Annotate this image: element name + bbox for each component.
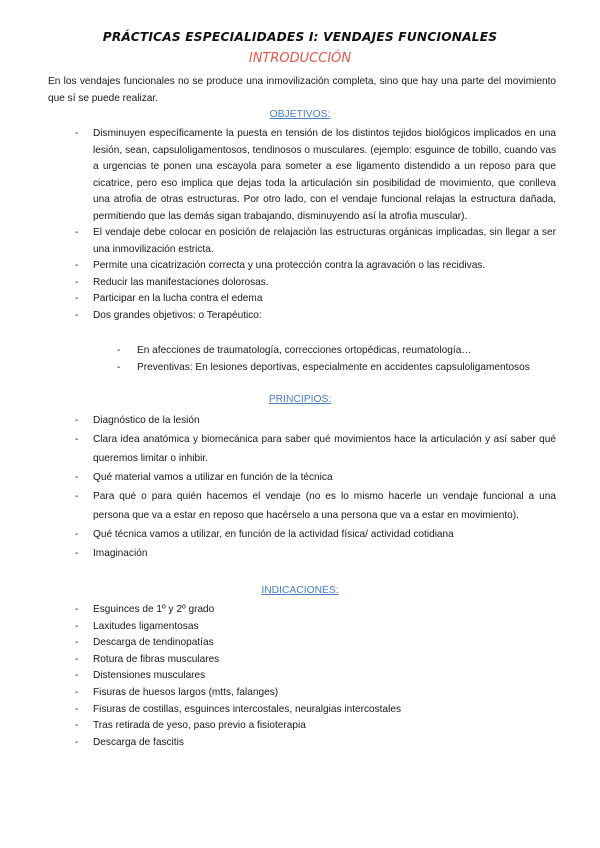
dash-bullet: - [75,276,79,288]
dash-bullet: - [75,472,79,483]
list-item-text: Esguinces de 1º y 2º grado [93,604,215,615]
dash-bullet: - [75,227,79,238]
sublist-item [117,342,557,359]
list-item-text: Qué material vamos a utilizar en función de la técnica [93,472,333,483]
list-item-text: Distensiones musculares [93,670,206,682]
list-item-text: Descarga de fascitis [93,736,184,748]
list-item [75,544,556,563]
list-item-text: Dos grandes objetivos: o Terapéutico: [93,309,262,321]
dash-bullet: - [75,529,79,540]
list-item-text: Permite una cicatrización correcta y una protección contra la agravación o las recidivas. [93,260,486,271]
heading-principios: PRINCIPIOS: [268,394,332,405]
list-item [75,635,556,652]
dash-bullet: - [75,491,79,502]
list-item [75,685,556,702]
indicaciones-list [75,602,556,751]
list-item-text: Fisuras de costillas, esguinces intercostales, neuralgias intercostales [93,703,402,715]
dash-bullet: - [75,686,79,698]
list-item-text: Para qué o para quién hacemos el vendaje (no es lo mismo hacerle un vendaje funcional a una persona que va a estar en reposo que hacérselo a una persona que va a estar en movimiento). [93,491,556,521]
dash-bullet: - [75,604,79,615]
dash-bullet: - [75,720,79,732]
list-item [75,258,556,275]
list-item-text: Rotura de fibras musculares [93,653,220,665]
list-item [75,735,556,752]
dash-bullet: - [75,260,79,271]
dash-bullet: - [75,653,79,665]
list-item [75,602,556,619]
list-item [75,487,556,525]
list-item [75,411,556,430]
dash-bullet: - [75,703,79,715]
heading-indicaciones: INDICACIONES: [261,585,339,596]
list-item-text: Laxitudes ligamentosas [93,620,199,632]
list-item [75,668,556,685]
list-item [75,619,556,636]
list-item-text: Disminuyen específicamente la puesta en tensión de los distintos tejidos biológicos implicados en una lesión, sean, capsuloligamentosos, tendinosos o musculares. (ejemplo: esguince de tobillo, cuando vas a urgencias te ponen una escayola para someter a ese ligamento distendido a un reposo para que cicatrice, pero eso implica que dejas toda la articulación sin posibilidad de movimiento, que conlleva una atrofia de otras estructuras. Por otro lado, con el vendaje funcional relajas la estructura dañada, permitiendo que las demás sigan trabajando, disminuyendo así la atrofia muscular). [93,128,556,222]
sublist-item [117,359,557,376]
list-item [75,718,556,735]
list-item [75,126,556,225]
list-item-text: Descarga de tendinopatías [93,637,214,649]
list-item [75,430,556,468]
sublist-item-text: Preventivas: En lesiones deportivas, especialmente en accidentes capsuloligamentosos [137,362,530,373]
dash-bullet: - [75,434,79,445]
dash-bullet: - [117,345,121,356]
dash-bullet: - [75,309,79,321]
list-item [75,525,556,544]
list-item-text: Imaginación [93,548,148,559]
document-title: PRÁCTICAS ESPECIALIDADES I: VENDAJES FUNCIONALES [102,30,498,44]
dash-bullet: - [75,670,79,682]
dash-bullet: - [75,548,79,559]
list-item [75,308,556,325]
list-item [75,468,556,487]
section-title-introduccion: INTRODUCCIÓN [248,51,352,66]
list-item [75,225,556,258]
heading-objetivos: OBJETIVOS: [269,109,331,120]
list-item-text: El vendaje debe colocar en posición de relajación las estructuras orgánicas implicadas, sin llegar a ser una inmovilización estricta. [93,227,556,255]
dash-bullet: - [75,415,79,426]
list-item-text: Reducir las manifestaciones dolorosas. [93,276,269,288]
dash-bullet: - [75,128,79,139]
intro-paragraph: En los vendajes funcionales no se produce una inmovilización completa, sino que hay una parte del movimiento que sí se puede realizar. [48,76,556,104]
principios-list [75,411,556,563]
objetivos-list [75,126,556,324]
dash-bullet: - [75,293,79,304]
list-item-text: Fisuras de huesos largos (mtts, falanges) [93,686,279,698]
list-item [75,702,556,719]
list-item-text: Qué técnica vamos a utilizar, en función de la actividad física/ actividad cotidiana [93,529,454,540]
list-item [75,652,556,669]
list-item [75,275,556,292]
list-item-text: Clara idea anatómica y biomecánica para saber qué movimientos hace la articulación y así saber qué queremos limitar o inhibir. [93,434,556,464]
list-item-text: Participar en la lucha contra el edema [93,293,263,304]
list-item [75,291,556,308]
dash-bullet: - [75,620,79,632]
dash-bullet: - [75,637,79,649]
list-item-text: Diagnóstico de la lesión [93,415,200,426]
objetivos-sublist [117,342,557,376]
list-item-text: Tras retirada de yeso, paso previo a fisioterapia [93,720,306,732]
sublist-item-text: En afecciones de traumatología, correcciones ortopédicas, reumatología… [137,345,472,356]
dash-bullet: - [117,362,121,373]
dash-bullet: - [75,736,79,748]
